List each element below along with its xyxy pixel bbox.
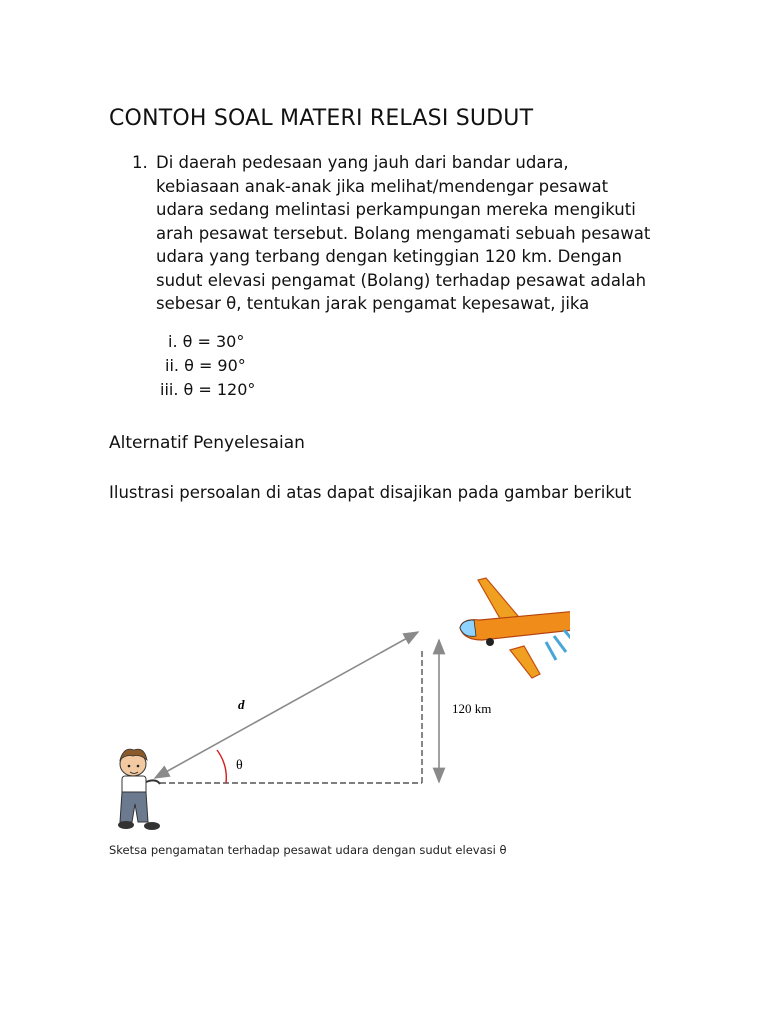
problem-1 xyxy=(132,151,652,316)
distance-line xyxy=(155,632,418,778)
option-ii: ii. θ = 90° xyxy=(165,356,246,375)
observer-boy-icon xyxy=(118,749,160,830)
elevation-diagram xyxy=(100,560,570,845)
problem-number: 1. xyxy=(132,153,148,172)
page-title: CONTOH SOAL MATERI RELASI SUDUT xyxy=(109,106,534,131)
problem-text: Di daerah pedesaan yang jauh dari bandar udara, kebiasaan anak-anak jika melihat/mendengar pesawat udara sedang melintasi perkampungan mereka mengikuti arah pesawat tersebut. Bolang mengamati sebuah pesawat udara yang terbang dengan ketinggian 120 km. Dengan sudut elevasi pengamat (Bolang) terhadap pesawat adalah sebesar θ, tentukan jarak pengamat kepesawat, jika xyxy=(156,153,651,313)
option-i: i. θ = 30° xyxy=(168,332,245,351)
options-list xyxy=(160,330,255,402)
airplane-icon xyxy=(460,578,570,678)
label-height: 120 km xyxy=(452,701,492,716)
option-iii: iii. θ = 120° xyxy=(160,380,256,399)
label-d: d xyxy=(238,697,245,712)
figure-caption: Sketsa pengamatan terhadap pesawat udara dengan sudut elevasi θ xyxy=(109,843,507,857)
label-theta: θ xyxy=(236,758,243,773)
intro-text: Ilustrasi persoalan di atas dapat disajikan pada gambar berikut xyxy=(109,483,632,502)
section-heading: Alternatif Penyelesaian xyxy=(109,433,305,453)
angle-arc xyxy=(217,750,226,783)
